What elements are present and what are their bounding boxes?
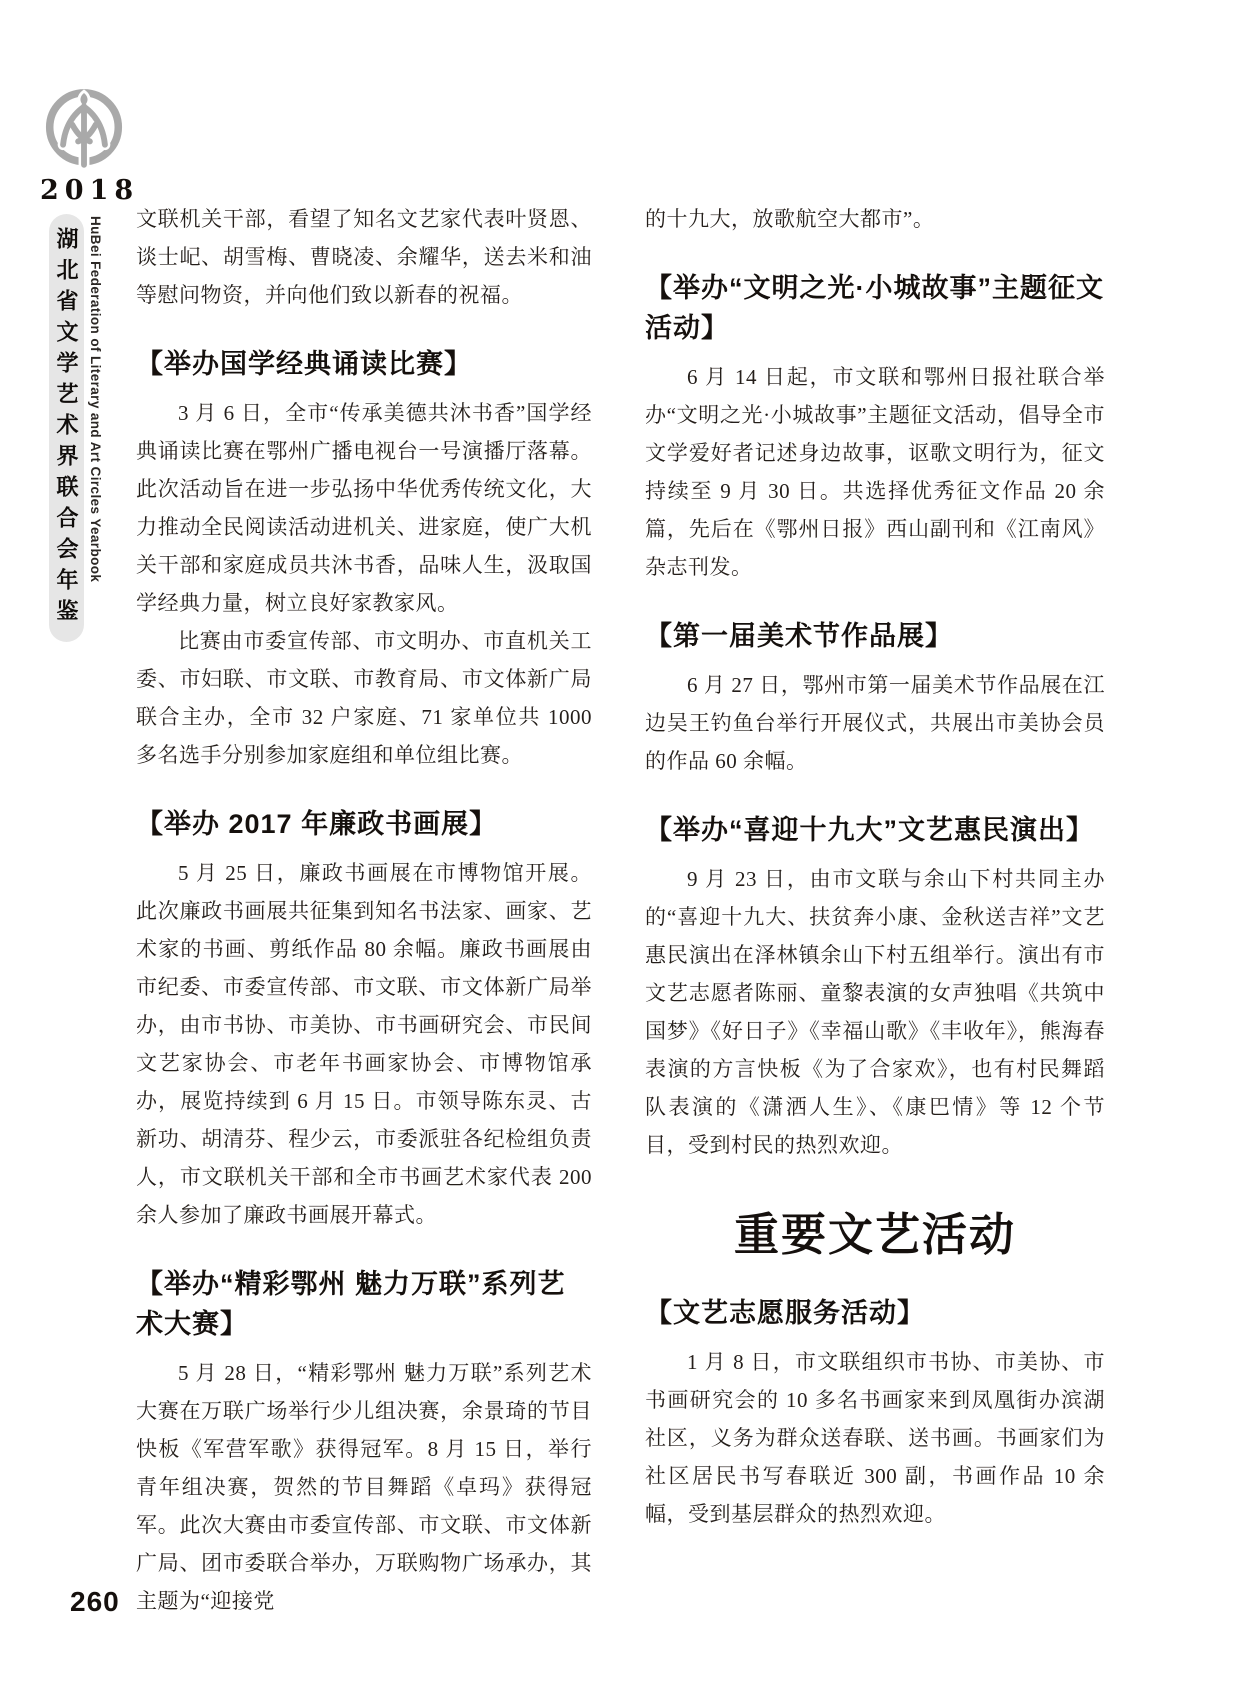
entry-paragraph: 的十九大，放歌航空大都市”。 (645, 207, 935, 231)
logo-block (34, 86, 140, 206)
sidebar-title-en: HuBei Federation of Literary and Art Circles Yearbook (88, 216, 103, 583)
entry-paragraph: 6 月 27 日，鄂州市第一届美术节作品展在江边吴王钓鱼台举行开展仪式，共展出市美协会员的作品 60 余幅。 (645, 673, 1105, 773)
left-column (136, 200, 592, 1620)
entry-heading: 【举办国学经典诵读比赛】 (136, 349, 472, 379)
entry-heading: 【第一届美术节作品展】 (645, 621, 953, 651)
entry-paragraph: 比赛由市委宣传部、市文明办、市直机关工委、市妇联、市文联、市教育局、市文体新广局联合主办，全市 32 户家庭、71 家单位共 1000 多名选手分别参加家庭组和单位组比赛。 (136, 629, 592, 767)
chapter-title: 重要文艺活动 (733, 1209, 1016, 1260)
entry-heading: 【举办“喜迎十九大”文艺惠民演出】 (645, 815, 1094, 845)
entry-heading: 【举办“文明之光·小城故事”主题征文活动】 (645, 273, 1104, 343)
entry-paragraph: 3 月 6 日，全市“传承美德共沐书香”国学经典诵读比赛在鄂州广播电视台一号演播厅落幕。此次活动旨在进一步弘扬中华优秀传统文化，大力推动全民阅读活动进机关、进家庭，使广大机关干部和家庭成员共沐书香，品味人生，汲取国学经典力量，树立良好家教家风。 (136, 401, 592, 615)
entry-heading: 【举办 2017 年廉政书画展】 (136, 809, 498, 839)
entry-paragraph: 9 月 23 日，由市文联与余山下村共同主办的“喜迎十九大、扶贫奔小康、金秋送吉祥”文艺惠民演出在泽林镇余山下村五组举行。演出有市文艺志愿者陈丽、童黎表演的女声独唱《共筑中国梦》《好日子》《幸福山歌》《丰收年》，熊海春表演的方言快板《为了合家欢》，也有村民舞蹈队表演的《潇洒人生》、《康巴情》等 12 个节目，受到村民的热烈欢迎。 (645, 867, 1105, 1157)
page-number: 260 (70, 1586, 120, 1617)
sidebar-title-cn: 湖北省文学艺术界联合会年鉴 (54, 226, 79, 630)
entry-paragraph: 6 月 14 日起，市文联和鄂州日报社联合举办“文明之光·小城故事”主题征文活动，倡导全市文学爱好者记述身边故事，讴歌文明行为，征文持续至 9 月 30 日。共选择优秀征文作品 20 余篇，先后在《鄂州日报》西山副刊和《江南风》杂志刊发。 (645, 365, 1105, 579)
entry-paragraph: 1 月 8 日，市文联组织市书协、市美协、市书画研究会的 10 多名书画家来到凤凰街办滨湖社区，义务为群众送春联、送书画。书画家们为社区居民书写春联近 300 副，书画作品 10 余幅，受到基层群众的热烈欢迎。 (645, 1350, 1105, 1526)
entry-paragraph: 5 月 28 日，“精彩鄂州 魅力万联”系列艺术大赛在万联广场举行少儿组决赛，余景琦的节目快板《军营军歌》获得冠军。8 月 15 日，举行青年组决赛，贺然的节目舞蹈《卓玛》获得冠军。此次大赛由市委宣传部、市文联、市文体新广局、团市委联合举办，万联购物广场承办，其主题为“迎接党 (136, 1361, 592, 1613)
right-column (645, 200, 1105, 1533)
entry-paragraph: 文联机关干部，看望了知名文艺家代表叶贤恩、谈士屺、胡雪梅、曹晓凌、余耀华，送去米和油等慰问物资，并向他们致以新春的祝福。 (136, 207, 592, 307)
logo-year: 2018 (40, 175, 140, 206)
entry-heading: 【文艺志愿服务活动】 (645, 1298, 925, 1328)
entry-paragraph: 5 月 25 日，廉政书画展在市博物馆开展。此次廉政书画展共征集到知名书法家、画家、艺术家的书画、剪纸作品 80 余幅。廉政书画展由市纪委、市委宣传部、市文联、市文体新广局举办，由市书协、市美协、市书画研究会、市民间文艺家协会、市老年书画家协会、市博物馆承办，展览持续到 6 月 15 日。市领导陈东灵、古新功、胡清芬、程少云，市委派驻各纪检组负责人，市文联机关干部和全市书画艺术家代表 200 余人参加了廉政书画展开幕式。 (136, 861, 592, 1227)
sidebar-title-pill (49, 214, 84, 642)
entry-heading: 【举办“精彩鄂州 魅力万联”系列艺术大赛】 (136, 1269, 566, 1339)
federation-emblem-icon (38, 157, 130, 174)
